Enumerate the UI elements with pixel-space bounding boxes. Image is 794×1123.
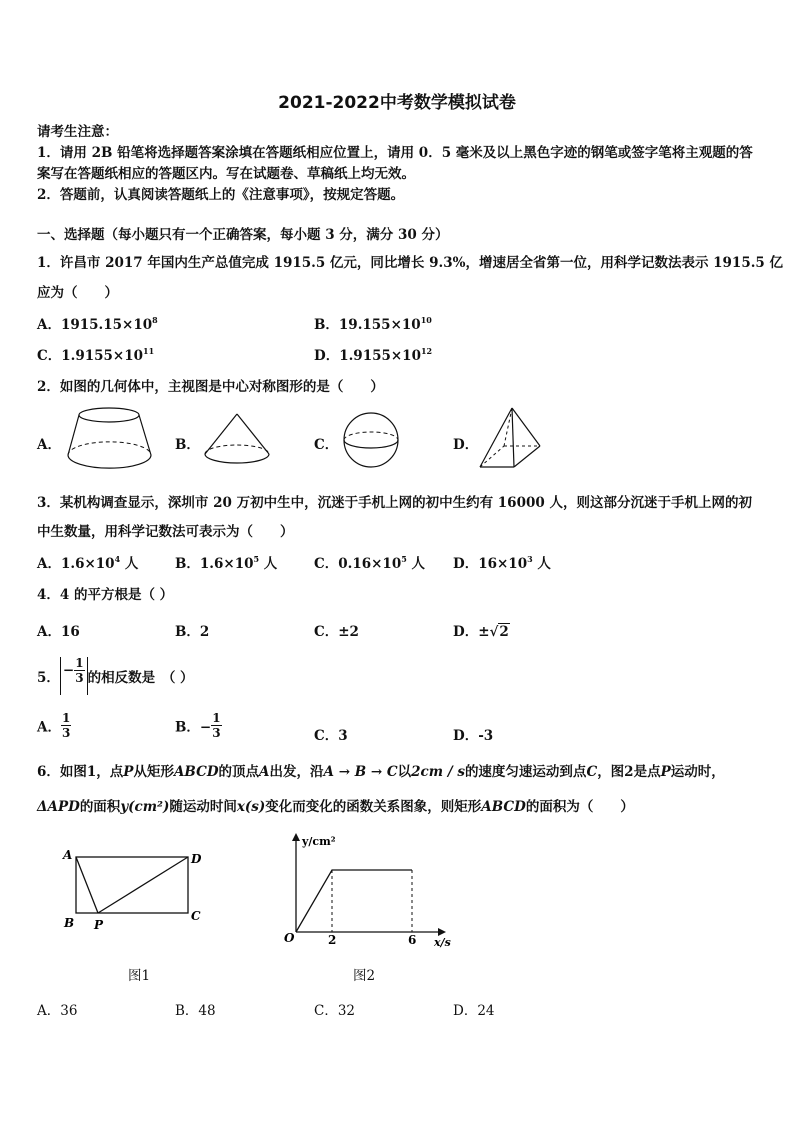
q4-option-b: B．2 xyxy=(175,624,210,640)
fraction: $\frac{1}{3}$ xyxy=(75,656,84,685)
q1-option-c: C．$1.9155\times 10^{11}$ xyxy=(37,346,155,364)
fig2-tick-2: 2 xyxy=(328,933,337,947)
fig1-label-a: A xyxy=(63,848,73,862)
page-title: 2021-2022中考数学模拟试卷 xyxy=(278,93,516,113)
figure-1-rectangle xyxy=(60,845,210,940)
cone-icon xyxy=(200,410,274,468)
q2-option-c-label: C． xyxy=(314,437,339,453)
q6-option-d: D．24 xyxy=(453,1003,495,1019)
q6-stem-line1: 6．如图1，点P从矩形ABCD的顶点A出发，沿A → B → C以2cm / s的速度匀速运动到点C，图2是点P运动时， xyxy=(37,764,725,780)
q2-stem: 2．如图的几何体中，主视图是中心对称图形的是（ ） xyxy=(37,379,384,395)
fig2-origin: O xyxy=(284,931,295,945)
q3-option-b: B．$1.6\times 10^5$ 人 xyxy=(175,554,278,572)
q2-option-b-label: B． xyxy=(175,437,200,453)
notice-line-1b: 案写在答题纸相应的答题区内。写在试题卷、草稿纸上均无效。 xyxy=(37,166,415,182)
q6-stem-line2: ΔAPD的面积y(cm²)随运动时间x(s)变化而变化的函数关系图象，则矩形ABCD的面积为（ ） xyxy=(37,799,634,815)
fig2-x-axis-label: x/s xyxy=(434,936,451,948)
q6-option-b: B．48 xyxy=(175,1003,216,1019)
q3-stem-line1: 3．某机构调查显示，深圳市 20 万初中生中，沉迷于手机上网的初中生约有 16000 人，则这部分沉迷于手机上网的初 xyxy=(37,495,752,511)
q6-option-c: C．32 xyxy=(314,1003,356,1019)
q4-option-a: A．16 xyxy=(37,624,80,640)
section-heading: 一、选择题（每小题只有一个正确答案，每小题 3 分，满分 30 分） xyxy=(37,227,449,243)
fig1-label-p: P xyxy=(94,918,104,932)
q1-stem-line1: 1．许昌市 2017 年国内生产总值完成 1915.5 亿元，同比增长 9.3%，增速居全省第一位，用科学记数法表示 1915.5 亿 xyxy=(37,255,784,271)
fig2-tick-6: 6 xyxy=(408,933,417,947)
q4-option-c: C．±2 xyxy=(314,624,359,640)
q6-option-a: A．36 xyxy=(37,1003,78,1019)
figure-1-caption: 图1 xyxy=(128,968,151,984)
frustum-icon xyxy=(62,404,158,472)
q1-option-a: A．$1915.15\times 10^8$ xyxy=(37,315,158,333)
notice-line-1a: 1．请用 2B 铅笔将选择题答案涂填在答题纸相应位置上，请用 0．5 毫米及以上黑色字迹的钢笔或签字笔将主观题的答 xyxy=(37,145,753,161)
q5-stem: 5． − $\frac{1}{3}$ 的相反数是 （ ） xyxy=(37,657,194,695)
absolute-value: − $\frac{1}{3}$ xyxy=(60,657,88,695)
sphere-icon xyxy=(340,410,402,470)
q3-option-c: C．$0.16\times 10^5$ 人 xyxy=(314,554,426,572)
q3-stem-line2: 中生数量，用科学记数法可表示为（ ） xyxy=(37,524,294,540)
q5-option-a: A． $\frac{1}{3}$ xyxy=(37,711,71,740)
q3-option-a: A．$1.6\times 10^4$ 人 xyxy=(37,554,139,572)
q1-option-d: D．$1.9155\times 10^{12}$ xyxy=(314,346,433,364)
q5-option-c: C．3 xyxy=(314,728,348,744)
q3-option-d: D．$16\times 10^3$ 人 xyxy=(453,554,551,572)
q1-stem-line2: 应为（ ） xyxy=(37,285,118,301)
q5-option-b: B．− $\frac{1}{3}$ xyxy=(175,711,221,740)
figure-2-caption: 图2 xyxy=(353,968,376,984)
q2-option-a-label: A． xyxy=(37,437,61,453)
fig1-label-b: B xyxy=(64,916,75,930)
fig1-label-d: D xyxy=(191,852,202,866)
q4-stem: 4．4 的平方根是（ ） xyxy=(37,587,174,603)
fig1-label-c: C xyxy=(191,909,201,923)
q5-option-d: D．-3 xyxy=(453,728,494,744)
q1-option-b: B．$19.155\times 10^{10}$ xyxy=(314,315,432,333)
notice-heading: 请考生注意： xyxy=(37,124,118,140)
pyramid-icon xyxy=(474,404,544,472)
q2-option-d-label: D． xyxy=(453,437,479,453)
fig2-y-axis-label: y/cm² xyxy=(302,835,336,848)
figure-2-graph xyxy=(280,830,460,948)
q4-option-d: D．±√2 xyxy=(453,624,509,640)
notice-line-2: 2．答题前，认真阅读答题纸上的《注意事项》，按规定答题。 xyxy=(37,187,405,203)
